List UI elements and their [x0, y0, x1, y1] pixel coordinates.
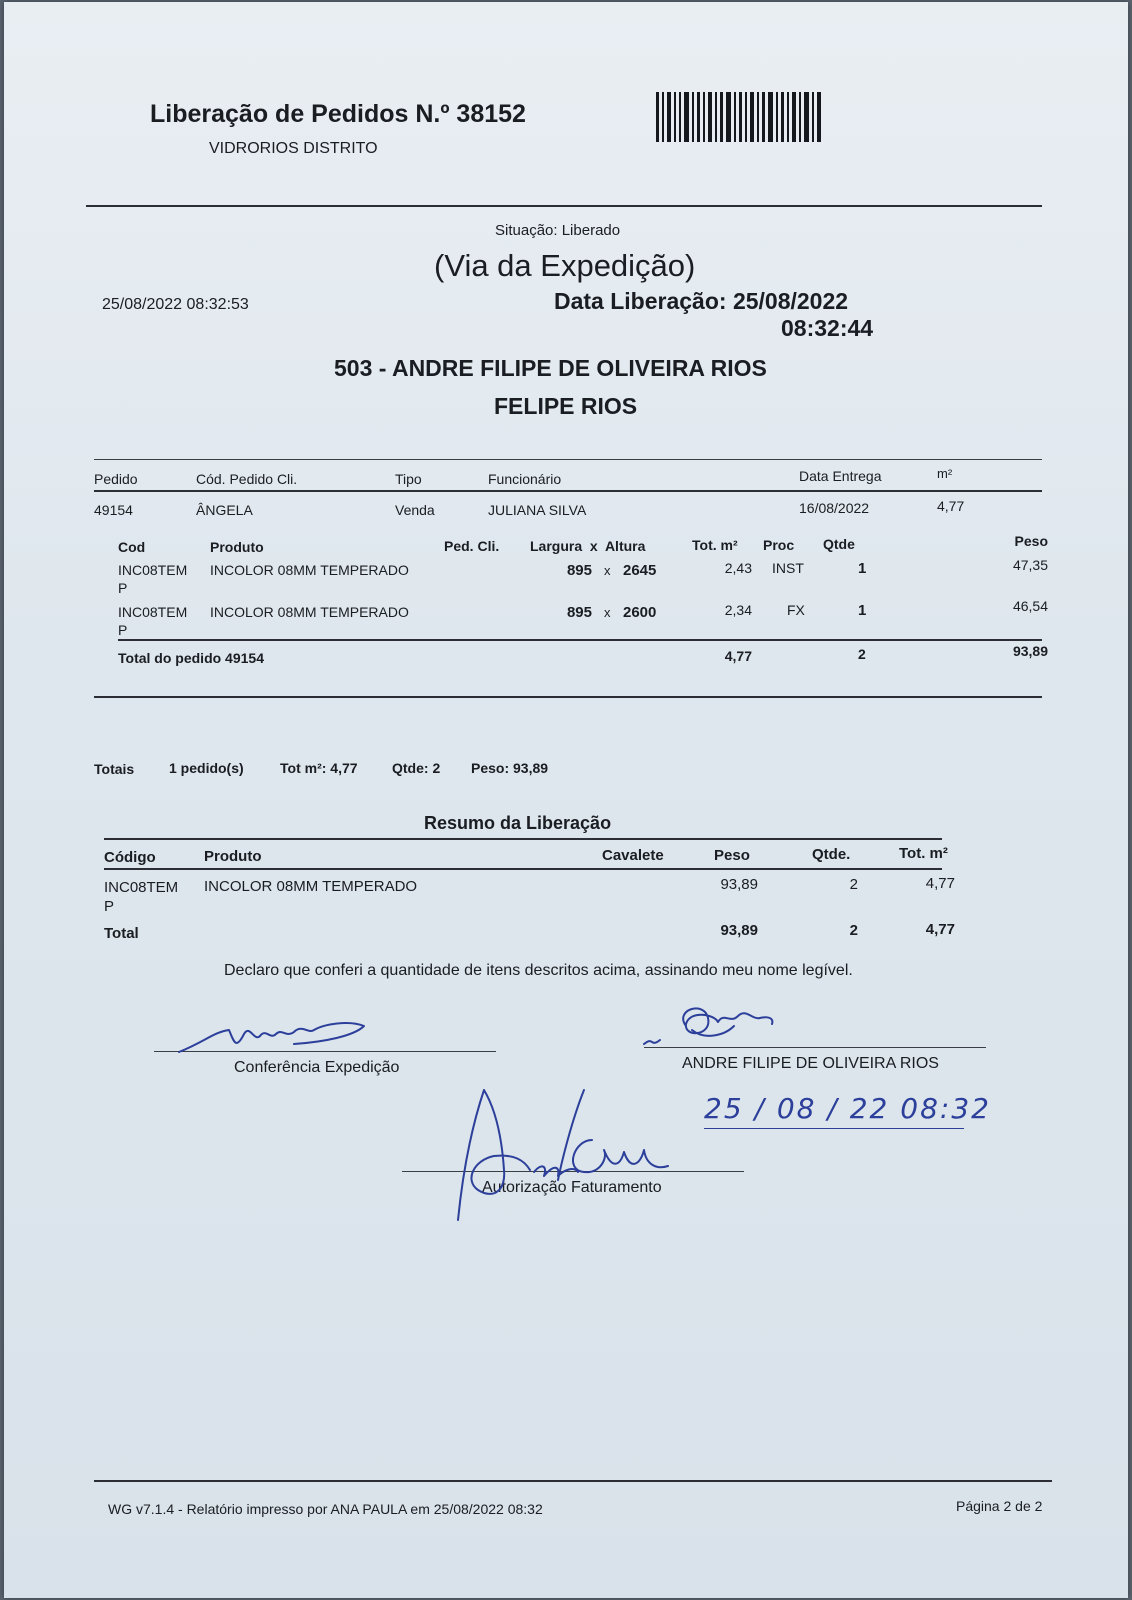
order-funcionario: JULIANA SILVA: [488, 502, 587, 518]
header-peso: Peso: [1014, 533, 1048, 549]
resumo-header-cavalete: Cavalete: [602, 847, 664, 864]
order-m2: 4,77: [937, 498, 965, 514]
cliente-apelido: FELIPE RIOS: [494, 393, 638, 419]
document-page: [4, 2, 1128, 1598]
resumo-header-qtde: Qtde.: [812, 846, 851, 863]
item-peso: 47,35: [1012, 557, 1048, 573]
handwritten-date: 25 / 08 / 22 08:32: [704, 1092, 991, 1125]
declaration-text: Declaro que conferi a quantidade de itens descritos acima, assinando meu nome legível.: [224, 962, 853, 979]
divider: [94, 490, 1042, 492]
header-data-entrega: Data Entrega: [799, 468, 882, 484]
resumo-header-peso: Peso: [714, 847, 750, 864]
header-m2: m²: [937, 466, 953, 481]
divider: [94, 696, 1042, 698]
item-proc: FX: [787, 602, 805, 618]
resumo-produto: INCOLOR 08MM TEMPERADO: [204, 878, 418, 895]
header-qtde: Qtde: [823, 536, 855, 552]
situacao-status: Situação: Liberado: [495, 222, 621, 239]
resumo-total-label: Total: [104, 925, 139, 942]
resumo-peso: 93,89: [720, 876, 758, 893]
footer-page-number: Página 2 de 2: [956, 1498, 1043, 1514]
total-pedido-label: Total do pedido 49154: [118, 650, 264, 666]
resumo-qtde: 2: [849, 876, 858, 893]
item-altura: 2600: [623, 604, 657, 621]
resumo-header-codigo: Código: [104, 849, 156, 866]
header-cod-pedido-cli: Cód. Pedido Cli.: [196, 471, 298, 487]
header-ped-cli: Ped. Cli.: [444, 538, 500, 554]
barcode: [656, 92, 824, 142]
totais-qtde: Qtde: 2: [392, 760, 441, 776]
resumo-header-produto: Produto: [204, 848, 262, 865]
order-tipo: Venda: [395, 502, 435, 518]
item-produto: INCOLOR 08MM TEMPERADO: [210, 604, 409, 620]
company-name: VIDRORIOS DISTRITO: [209, 140, 378, 157]
item-produto: INCOLOR 08MM TEMPERADO: [210, 562, 409, 578]
item-tot-m2: 2,34: [724, 602, 752, 618]
header-pedido: Pedido: [94, 471, 138, 487]
resumo-total-peso: 93,89: [720, 922, 758, 939]
item-qtde: 1: [858, 560, 867, 577]
order-pedido: 49154: [94, 502, 133, 518]
item-largura: 895: [566, 604, 592, 621]
autorizacao-signature: [444, 1080, 674, 1230]
header-tot-m2: Tot. m²: [692, 537, 738, 553]
print-datetime: 25/08/2022 08:32:53: [102, 296, 249, 313]
via-label: (Via da Expedição): [434, 248, 696, 283]
item-cod-cont: P: [118, 580, 128, 596]
conferencia-expedicao-label: Conferência Expedição: [234, 1059, 400, 1076]
totais-label: Totais: [94, 761, 135, 777]
totais-peso: Peso: 93,89: [471, 760, 549, 776]
divider: [86, 205, 1042, 207]
header-largura-altura: Largura x Altura: [530, 538, 646, 554]
item-qtde: 1: [858, 602, 867, 619]
item-x: x: [604, 605, 611, 620]
header-proc: Proc: [763, 537, 795, 553]
autorizacao-faturamento-label: Autorização Faturamento: [482, 1179, 662, 1196]
resumo-codigo-cont: P: [104, 898, 115, 915]
footer-printed-by: WG v7.1.4 - Relatório impresso por ANA PAULA em 25/08/2022 08:32: [108, 1501, 543, 1517]
item-largura: 895: [566, 562, 592, 579]
handwritten-underline: [704, 1128, 964, 1129]
cliente-signature: [634, 996, 794, 1056]
total-pedido-m2: 4,77: [724, 648, 752, 664]
resumo-codigo: INC08TEM: [104, 879, 179, 896]
item-tot-m2: 2,43: [724, 560, 752, 576]
cliente-nome: 503 - ANDRE FILIPE DE OLIVEIRA RIOS: [334, 355, 767, 381]
divider: [94, 459, 1042, 460]
resumo-total-qtde: 2: [849, 922, 858, 939]
totais-tot-m2: Tot m²: 4,77: [280, 760, 358, 776]
resumo-header-tot-m2: Tot. m²: [899, 845, 948, 862]
hora-liberacao: 08:32:44: [781, 315, 874, 341]
document-title: Liberação de Pedidos N.º 38152: [150, 100, 526, 128]
divider: [118, 639, 1042, 641]
header-funcionario: Funcionário: [488, 471, 562, 487]
total-pedido-peso: 93,89: [1012, 643, 1048, 659]
item-cod-cont: P: [118, 622, 128, 638]
resumo-tot-m2: 4,77: [925, 875, 955, 892]
order-cod-pedido-cli: ÂNGELA: [196, 502, 253, 518]
header-cod: Cod: [118, 539, 146, 555]
item-x: x: [604, 563, 611, 578]
item-peso: 46,54: [1012, 598, 1048, 614]
header-produto: Produto: [210, 539, 264, 555]
footer-divider: [94, 1480, 1052, 1482]
resumo-total-m2: 4,77: [925, 921, 955, 938]
conferencia-signature: [174, 1012, 374, 1062]
totais-pedidos: 1 pedido(s): [169, 760, 244, 776]
item-proc: INST: [772, 560, 804, 576]
cliente-assinatura-label: ANDRE FILIPE DE OLIVEIRA RIOS: [682, 1055, 939, 1072]
header-tipo: Tipo: [395, 471, 422, 487]
divider: [104, 838, 942, 840]
item-cod: INC08TEM: [118, 604, 188, 620]
divider: [104, 868, 942, 870]
item-cod: INC08TEM: [118, 562, 188, 578]
order-data-entrega: 16/08/2022: [799, 500, 870, 516]
total-pedido-qtde: 2: [858, 646, 866, 662]
data-liberacao: Data Liberação: 25/08/2022: [554, 288, 849, 314]
item-altura: 2645: [623, 562, 657, 579]
resumo-title: Resumo da Liberação: [424, 813, 612, 833]
